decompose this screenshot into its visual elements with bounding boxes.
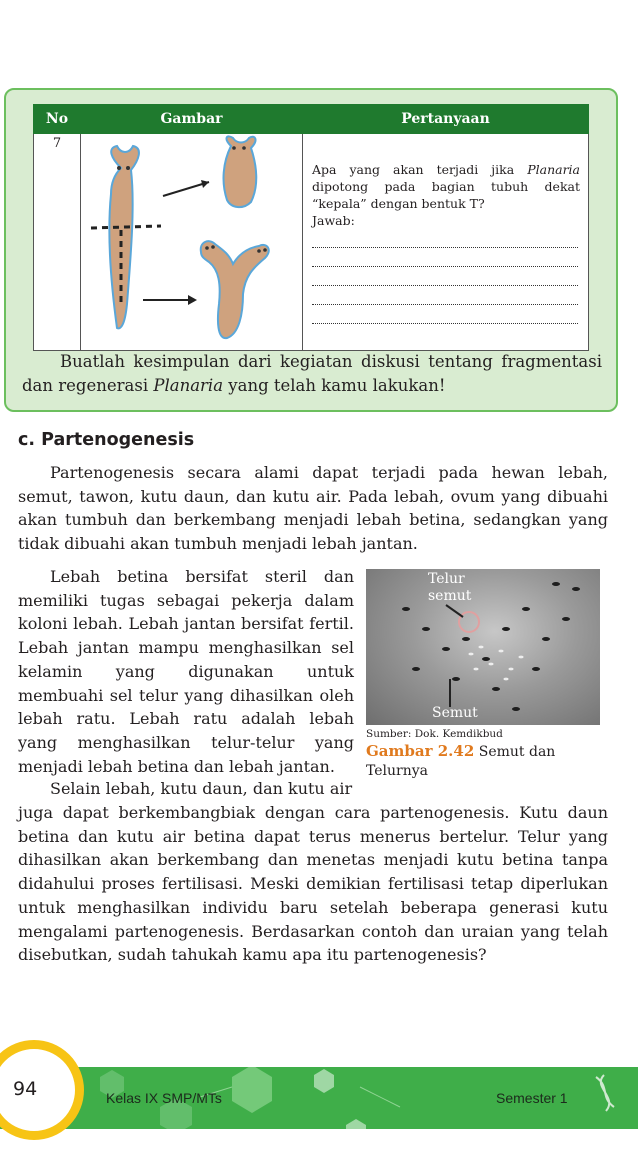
label-semut: Semut [432,705,478,721]
paragraph-2: Lebah betina bersifat steril dan memiliki tugas sebagai pekerja dalam koloni lebah. Lebah jantan bersifat fertil. Lebah jantan mampu menghasilkan sel kelamin yang digunakan untuk membuahi sel telur yang dihasilkan oleh lebah ratu. Lebah ratu adalah lebah yang menghasilkan telur-telur yang menjadi lebah betina dan lebah jantan. [18,567,354,776]
planaria-head-fragment [224,136,257,207]
planaria-illustration [81,134,303,346]
answer-lines[interactable] [312,229,580,324]
row-number: 7 [34,134,81,351]
conclusion-instruction: Buatlah kesimpulan dari kegiatan diskusi tentang fragmentasi dan regenerasi Planaria yang telah kamu lakukan! [22,352,602,395]
figure-caption: Gambar 2.42 Semut dan Telurnya [366,742,556,779]
table-row [34,134,589,351]
planaria-t-fragment [201,241,269,338]
answer-line[interactable] [312,229,578,248]
question-text: Apa yang akan terjadi jika Planaria dipotong pada bagian tubuh dekat “kepala” dengan bentuk T? Jawab: [303,134,588,324]
planaria-illustration-cell [81,134,303,351]
answer-line[interactable] [312,248,578,267]
answer-line[interactable] [312,267,578,286]
footer-semester-label: Semester 1 [496,1090,568,1106]
section-heading: c. Partenogenesis [18,430,195,450]
header-pertanyaan: Pertanyaan [303,105,589,134]
figure-number: Gambar 2.42 [366,742,475,760]
figure-source: Sumber: Dok. Kemdikbud [366,728,503,740]
paragraph-1: Partenogenesis secara alami dapat terjadi pada hewan lebah, semut, tawon, kutu daun, dan kutu air. Pada lebah, ovum yang dibuahi akan tumbuh dan berkembang menjadi lebah betina, sedangkan yang tidak dibuahi akan tumbuh menjadi lebah jantan. [18,463,608,554]
activity-table [33,104,589,351]
page-number: 94 [13,1078,38,1100]
header-gambar: Gambar [81,105,303,134]
answer-line[interactable] [312,286,578,305]
paragraph-3-start: Selain lebah, kutu daun, dan kutu air [50,779,353,798]
label-telur-semut: Telur semut [428,571,472,604]
footer-class-label: Kelas IX SMP/MTs [106,1090,222,1106]
answer-line[interactable] [312,305,578,324]
paragraph-3-rest: juga dapat berkembangbiak dengan cara partenogenesis. Kutu daun betina dan kutu air betina dapat terus menerus bertelur. Telur yang dihasilkan akan berkembang dan menetas menjadi kutu betina tanpa didahului proses fertilisasi. Meski demikian fertilisasi tetap diperlukan untuk menghasilkan individu baru setelah beberapa generasi kutu mengalami partenogenesis. Berdasarkan contoh dan uraian yang telah disebutkan, sudah tahukah kamu apa itu partenogenesis? [18,803,608,965]
header-no: No [34,105,81,134]
question-cell [303,134,589,351]
ant-eggs-photo-art [366,569,600,725]
table-header-row [34,105,589,134]
planaria-whole [109,146,139,328]
answer-label: Jawab: [312,213,355,228]
ant-eggs-photo [366,569,600,725]
